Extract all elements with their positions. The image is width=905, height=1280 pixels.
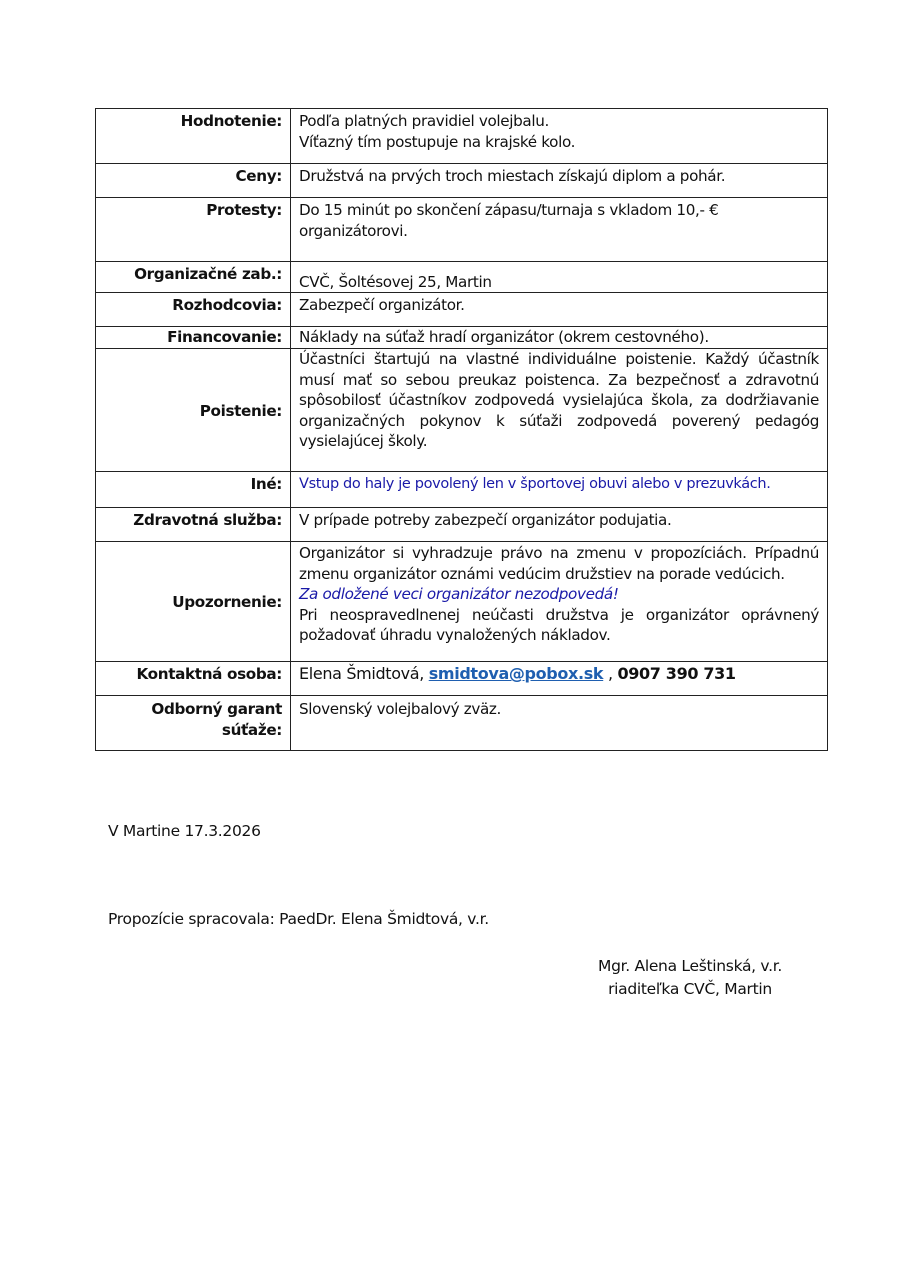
- label-financovanie: Financovanie:: [96, 327, 291, 349]
- row-zdravotna: [96, 508, 828, 542]
- row-financovanie: [96, 327, 828, 349]
- value-protesty: Do 15 minút po skončení zápasu/turnaja s vkladom 10,- € organizátorovi.: [291, 198, 828, 262]
- prepared-by: Propozície spracovala: PaedDr. Elena Šmidtová, v.r.: [108, 910, 489, 928]
- value-garant: Slovenský volejbalový zväz.: [291, 696, 828, 751]
- value-organizacne: CVČ, Šoltésovej 25, Martin: [291, 262, 828, 293]
- row-ceny: [96, 164, 828, 198]
- value-rozhodcovia: Zabezpečí organizátor.: [291, 293, 828, 327]
- row-garant: [96, 696, 828, 751]
- row-kontakt: [96, 662, 828, 696]
- label-organizacne: Organizačné zab.:: [96, 262, 291, 293]
- signature-block: [560, 955, 820, 1001]
- row-hodnotenie: [96, 109, 828, 164]
- value-zdravotna: V prípade potreby zabezpečí organizátor podujatia.: [291, 508, 828, 542]
- label-kontakt: Kontaktná osoba:: [96, 662, 291, 696]
- contact-email-link[interactable]: smidtova@pobox.sk: [428, 664, 604, 683]
- propositions-table: [95, 108, 828, 751]
- row-upozornenie: [96, 542, 828, 662]
- contact-separator: ,: [603, 664, 618, 683]
- value-upozornenie-text2: Pri neospravedlnenej neúčasti družstva je organizátor oprávnený požadovať úhradu vynaložených nákladov.: [299, 605, 819, 644]
- signatory-name: Mgr. Alena Leštinská, v.r.: [598, 957, 782, 975]
- label-rozhodcovia: Rozhodcovia:: [96, 293, 291, 327]
- label-hodnotenie: Hodnotenie:: [96, 109, 291, 164]
- label-upozornenie: Upozornenie:: [96, 542, 291, 662]
- row-organizacne: [96, 262, 828, 293]
- row-ine: [96, 472, 828, 508]
- label-poistenie: Poistenie:: [96, 349, 291, 472]
- label-garant: Odborný garant súťaže:: [96, 696, 291, 751]
- value-upozornenie-italic: Za odložené veci organizátor nezodpovedá!: [299, 585, 619, 603]
- label-ine: Iné:: [96, 472, 291, 508]
- row-poistenie: [96, 349, 828, 472]
- label-protesty: Protesty:: [96, 198, 291, 262]
- label-ceny: Ceny:: [96, 164, 291, 198]
- signatory-title: riaditeľka CVČ, Martin: [608, 980, 772, 998]
- place-date: V Martine 17.3.2026: [108, 822, 261, 840]
- contact-phone: 0907 390 731: [617, 664, 736, 683]
- value-poistenie: Účastníci štartujú na vlastné individuálne poistenie. Každý účastník musí mať so sebou preukaz poistenca. Za bezpečnosť a zdravotnú spôsobilosť účastníkov zodpovedá vysielajúca škola, za dodržiavanie organizačných pokynov k súťaži zodpovedá poverený pedagóg vysielajúcej školy.: [291, 349, 828, 472]
- value-hodnotenie-line2: Víťazný tím postupuje na krajské kolo.: [299, 132, 576, 151]
- value-financovanie: Náklady na súťaž hradí organizátor (okrem cestovného).: [291, 327, 828, 349]
- value-ceny: Družstvá na prvých troch miestach získajú diplom a pohár.: [291, 164, 828, 198]
- value-upozornenie-text1: Organizátor si vyhradzuje právo na zmenu v propozíciách. Prípadnú zmenu organizátor oznámi vedúcim družstiev na porade vedúcich.: [299, 544, 819, 583]
- contact-name: Elena Šmidtová,: [299, 664, 424, 683]
- row-rozhodcovia: [96, 293, 828, 327]
- label-zdravotna: Zdravotná služba:: [96, 508, 291, 542]
- row-protesty: [96, 198, 828, 262]
- value-hodnotenie-line1: Podľa platných pravidiel volejbalu.: [299, 112, 550, 130]
- value-ine: Vstup do haly je povolený len v športovej obuvi alebo v prezuvkách.: [291, 472, 828, 508]
